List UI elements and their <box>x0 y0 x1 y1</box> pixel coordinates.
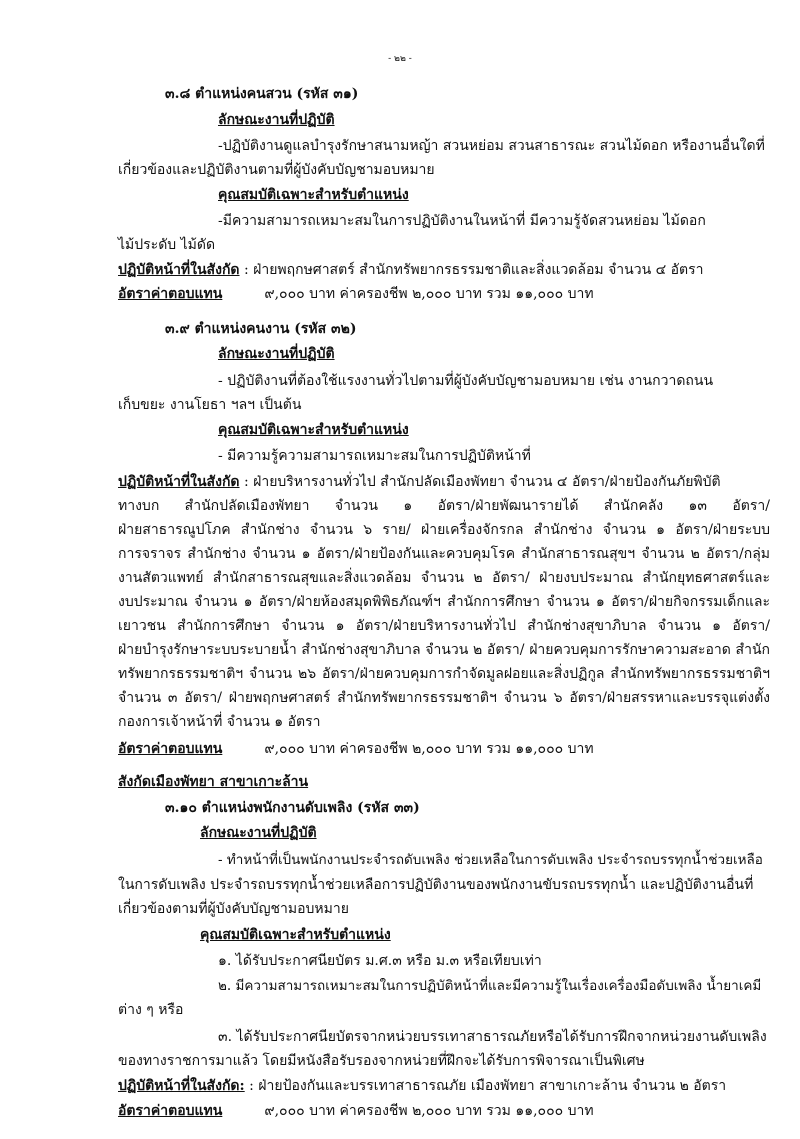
s310-qual-label: คุณสมบัติเฉพาะสำหรับตำแหน่ง <box>200 927 391 943</box>
s38-aff-label: ปฏิบัติหน้าที่ในสังกัด <box>118 262 240 278</box>
s39-aff-line-9: ทรัพยากรธรรมชาติฯ จำนวน ๒๖ อัตรา/ฝ่ายควบคุมการกำจัดมูลฝอยและสิ่งปฏิกูล สำนักทรัพยากรธรรมชาติฯ <box>118 666 770 682</box>
s39-aff-label: ปฏิบัติหน้าที่ในสังกัด <box>118 474 240 490</box>
s39-aff-line-7: เยาวชน สำนักการศึกษา จำนวน ๑ อัตรา/ฝ่ายบริหารงานทั่วไป สำนักช่างสุขาภิบาล จำนวน ๑ อัตรา/ <box>118 618 770 634</box>
s310-qual-line-1: ๑. ได้รับประกาศนียบัตร ม.ศ.๓ หรือ ม.๓ หรือเทียบเท่า <box>218 953 542 969</box>
s39-affiliation-line-1 <box>118 473 770 491</box>
page-number: - ๒๒ - <box>388 54 412 64</box>
s39-qual-line-1: - มีความรู้ความสามารถเหมาะสมในการปฏิบัติหน้าที่ <box>218 448 531 464</box>
s310-pay-text: ๙,๐๐๐ บาท ค่าครองชีพ ๒,๐๐๐ บาท รวม ๑๑,๐๐๐ บาท <box>264 1103 594 1119</box>
s39-pay <box>118 740 594 758</box>
s310-qual-line-3: ๓. ได้รับประกาศนียบัตรจากหน่วยบรรเทาสาธารณภัยหรือได้รับการฝึกจากหน่วยงานดับเพลิง <box>218 1029 767 1045</box>
s38-pay <box>118 285 594 303</box>
s310-duty-line-2: ในการดับเพลิง ประจำรถบรรทุกน้ำช่วยเหลือการปฏิบัติงานของพนักงานขับรถบรรทุกน้ำ และปฏิบัติงานอื่นที่ <box>118 877 754 893</box>
s38-duty-label: ลักษณะงานที่ปฏิบัติ <box>218 112 335 128</box>
s39-duty-label: ลักษณะงานที่ปฏิบัติ <box>218 346 335 362</box>
s310-affiliation <box>118 1077 726 1095</box>
s38-qual-line-2: ไม้ประดับ ไม้ดัด <box>118 237 216 253</box>
s38-qual-label: คุณสมบัติเฉพาะสำหรับตำแหน่ง <box>218 187 409 203</box>
section-3-9-heading: ๓.๙ ตำแหน่งคนงาน (รหัส ๓๒) <box>165 321 357 337</box>
s38-qual-line-1: -มีความสามารถเหมาะสมในการปฏิบัติงานในหน้าที่ มีความรู้จัดสวนหย่อม ไม้ดอก <box>218 213 706 229</box>
s39-aff-line-5: งานสัตวแพทย์ สำนักสาธารณสุขและสิ่งแวดล้อม จำนวน ๒ อัตรา/ ฝ่ายงบประมาณ สำนักยุทธศาสตร์และ <box>118 570 770 586</box>
s310-duty-line-1: - ทำหน้าที่เป็นพนักงานประจำรถดับเพลิง ช่วยเหลือในการดับเพลิง ประจำรถบรรทุกน้ำช่วยเหลือ <box>218 852 763 868</box>
s38-pay-label: อัตราค่าตอบแทน <box>118 286 223 302</box>
s39-aff-line-6: งบประมาณ จำนวน ๑ อัตรา/ฝ่ายห้องสมุดพิพิธภัณฑ์ฯ สำนักการศึกษา จำนวน ๑ อัตรา/ฝ่ายกิจกรรมเด็กและ <box>118 594 770 610</box>
s39-aff-text-1: : ฝ่ายบริหารงานทั่วไป สำนักปลัดเมืองพัทยา จำนวน ๔ อัตรา/ฝ่ายป้องกันภัยพิบัติ <box>239 474 721 490</box>
s310-duty-label: ลักษณะงานที่ปฏิบัติ <box>200 825 317 841</box>
s310-qual-line-2: ๒. มีความสามารถเหมาะสมในการปฏิบัติหน้าที่และมีความรู้ในเรื่องเครื่องมือดับเพลิง น้ำยาเคมี <box>218 978 762 994</box>
section-3-10-heading: ๓.๑๐ ตำแหน่งพนักงานดับเพลิง (รหัส ๓๓) <box>165 800 420 816</box>
s39-aff-line-8: ฝ่ายบำรุงรักษาระบบระบายน้ำ สำนักช่างสุขาภิบาล จำนวน ๒ อัตรา/ ฝ่ายควบคุมการรักษาความสะอาด สำนัก <box>118 642 770 658</box>
s38-pay-text: ๙,๐๐๐ บาท ค่าครองชีพ ๒,๐๐๐ บาท รวม ๑๑,๐๐๐ บาท <box>264 286 594 302</box>
s39-aff-line-2: ทางบก สำนักปลัดเมืองพัทยา จำนวน ๑ อัตรา/ฝ่ายพัฒนารายได้ สำนักคลัง ๑๓ อัตรา/ <box>118 498 770 514</box>
s310-aff-text: : ฝ่ายป้องกันและบรรเทาสาธารณภัย เมืองพัทยา สาขาเกาะล้าน จำนวน ๒ อัตรา <box>244 1078 727 1094</box>
s39-aff-line-3: ฝ่ายสาธารณูปโภค สำนักช่าง จำนวน ๖ ราย/ ฝ่ายเครื่องจักรกล สำนักช่าง จำนวน ๑ อัตรา/ฝ่ายระบบ <box>118 522 770 538</box>
s310-pay-label: อัตราค่าตอบแทน <box>118 1103 223 1119</box>
s310-pay <box>118 1102 594 1120</box>
s310-qual-line-2b: ต่าง ๆ หรือ <box>118 1002 184 1018</box>
s310-duty-line-3: เกี่ยวข้องตามที่ผู้บังคับบัญชามอบหมาย <box>118 901 349 917</box>
s38-duty-line-2: เกี่ยวข้องและปฏิบัติงานตามที่ผู้บังคับบัญชามอบหมาย <box>118 162 435 178</box>
s38-affiliation <box>118 261 704 279</box>
s39-qual-label: คุณสมบัติเฉพาะสำหรับตำแหน่ง <box>218 422 409 438</box>
s39-duty-line-2: เก็บขยะ งานโยธา ฯลฯ เป็นต้น <box>118 397 302 413</box>
s39-duty-line-1: - ปฏิบัติงานที่ต้องใช้แรงงานทั่วไปตามที่ผู้บังคับบัญชามอบหมาย เช่น งานกวาดถนน <box>218 373 714 389</box>
s39-aff-line-4: การจราจร สำนักช่าง จำนวน ๑ อัตรา/ฝ่ายป้องกันและควบคุมโรค สำนักสาธารณสุขฯ จำนวน ๒ อัตรา/กลุ่ม <box>118 546 770 562</box>
section-3-8-heading: ๓.๘ ตำแหน่งคนสวน (รหัส ๓๑) <box>165 86 359 102</box>
s38-aff-text: : ฝ่ายพฤกษศาสตร์ สำนักทรัพยากรธรรมชาติและสิ่งแวดล้อม จำนวน ๔ อัตรา <box>239 262 704 278</box>
s39-pay-text: ๙,๐๐๐ บาท ค่าครองชีพ ๒,๐๐๐ บาท รวม ๑๑,๐๐๐ บาท <box>264 741 594 757</box>
s39-aff-line-10: จำนวน ๓ อัตรา/ ฝ่ายพฤกษศาสตร์ สำนักทรัพยากรธรรมชาติฯ จำนวน ๖ อัตรา/ฝ่ายสรรหาและบรรจุแต่งตั้ง <box>118 690 770 706</box>
s39-pay-label: อัตราค่าตอบแทน <box>118 741 223 757</box>
s38-duty-line-1: -ปฏิบัติงานดูแลบำรุงรักษาสนามหญ้า สวนหย่อม สวนสาธารณะ สวนไม้ดอก หรืองานอื่นใดที่ <box>218 138 765 154</box>
s310-qual-line-3b: ของทางราชการมาแล้ว โดยมีหนังสือรับรองจากหน่วยที่ฝึกจะได้รับการพิจารณาเป็นพิเศษ <box>118 1053 645 1069</box>
branch-heading: สังกัดเมืองพัทยา สาขาเกาะล้าน <box>118 774 309 790</box>
s39-aff-line-11: กองการเจ้าหน้าที่ จำนวน ๑ อัตรา <box>118 714 321 730</box>
s310-aff-label: ปฏิบัติหน้าที่ในสังกัด: <box>118 1078 245 1094</box>
